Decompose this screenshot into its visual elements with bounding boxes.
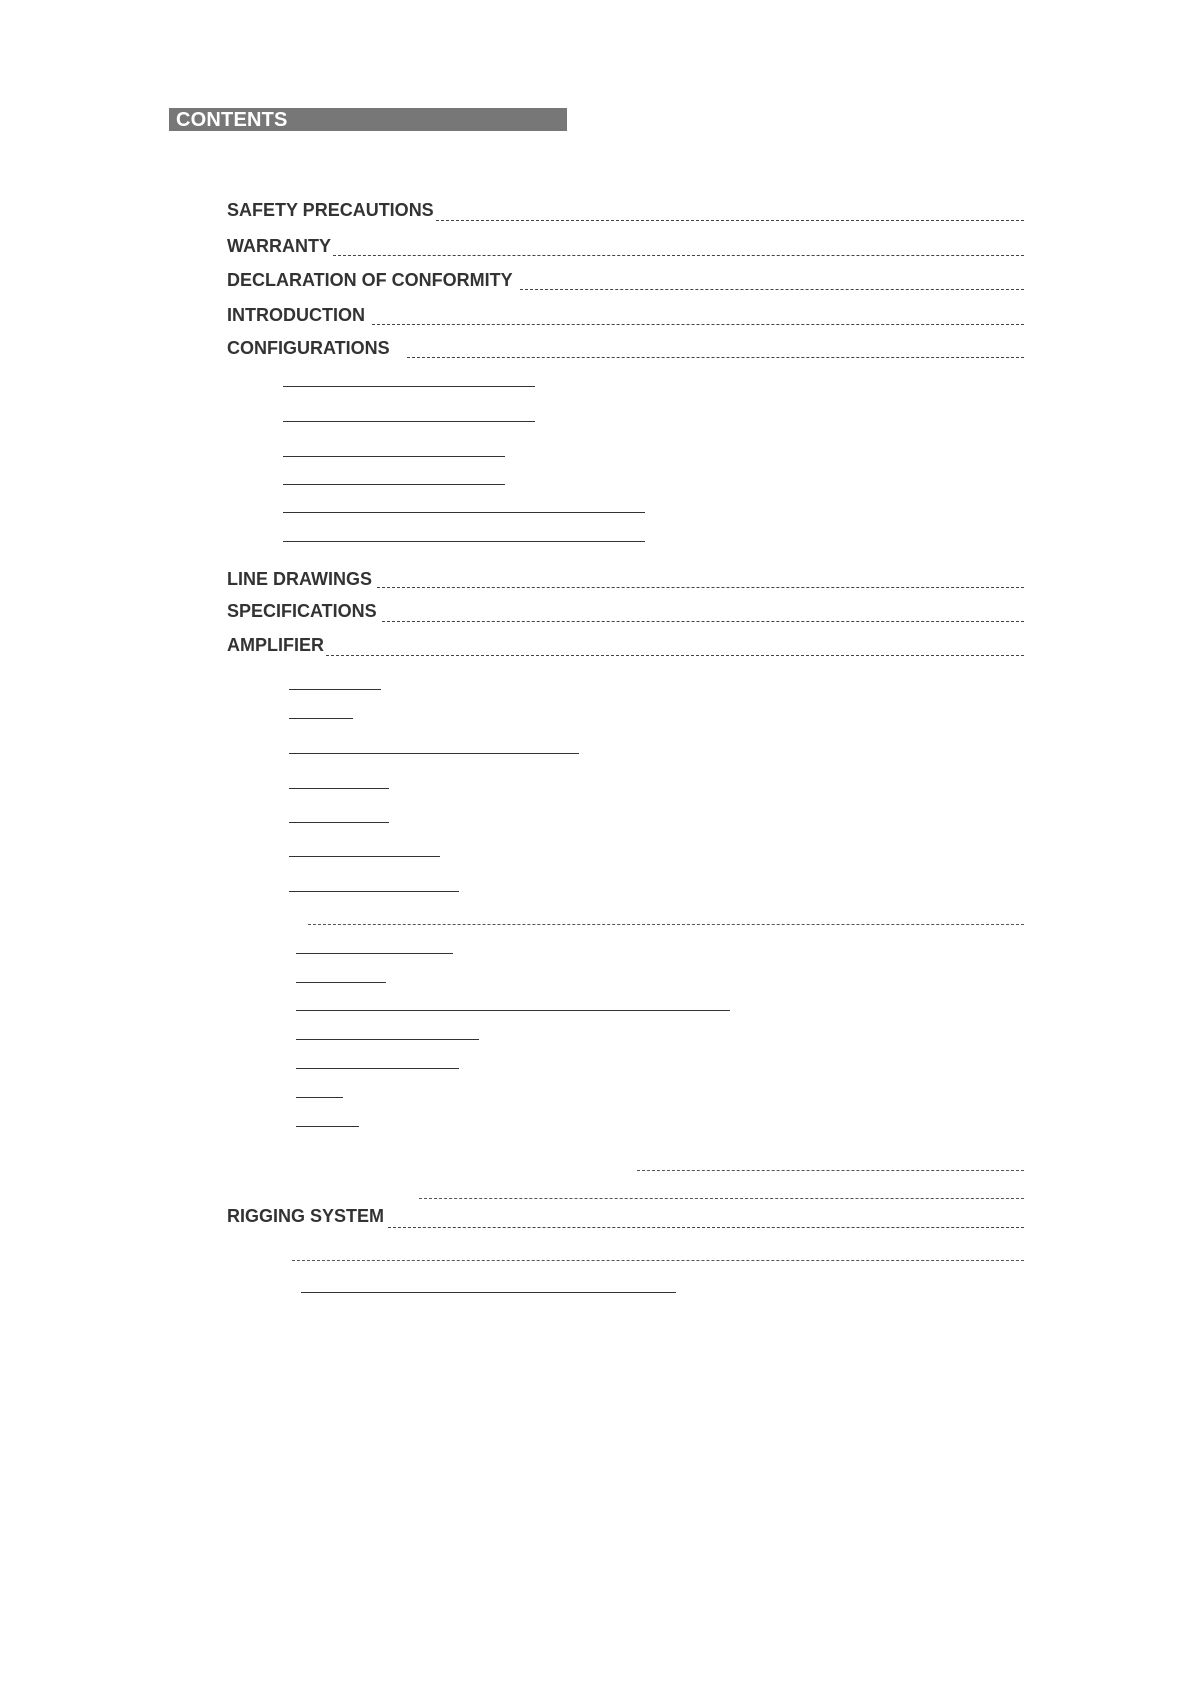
sub-entry-rule [289, 788, 389, 789]
toc-leader [377, 587, 1024, 588]
toc-entry-declaration-of-conformity[interactable]: DECLARATION OF CONFORMITY [227, 270, 513, 290]
toc-entry-safety-precautions[interactable]: SAFETY PRECAUTIONS [227, 200, 434, 220]
sub-entry-rule [283, 386, 535, 387]
sub-entry-rule [296, 1010, 730, 1011]
sub-entry-rule [289, 822, 389, 823]
sub-leader [419, 1198, 1024, 1199]
toc-entry-specifications[interactable]: SPECIFICATIONS [227, 601, 377, 621]
toc-entry-rigging-system[interactable]: RIGGING SYSTEM [227, 1206, 385, 1226]
sub-entry-rule [289, 856, 440, 857]
sub-entry-rule [283, 421, 535, 422]
toc-entry-amplifier[interactable]: AMPLIFIER [227, 635, 324, 655]
sub-entry-rule [296, 1068, 459, 1069]
sub-leader [637, 1170, 1024, 1171]
sub-entry-rule [283, 456, 505, 457]
toc-leader [388, 1227, 1024, 1228]
sub-leader [292, 1260, 1024, 1261]
sub-entry-rule [296, 953, 453, 954]
toc-leader [333, 255, 1024, 256]
contents-title: CONTENTS [176, 109, 288, 131]
sub-entry-rule [289, 753, 579, 754]
toc-leader [436, 220, 1024, 221]
sub-entry-rule [289, 689, 381, 690]
sub-entry-rule [301, 1292, 676, 1293]
toc-entry-introduction[interactable]: INTRODUCTION [227, 305, 365, 325]
toc-leader [382, 621, 1024, 622]
sub-entry-rule [296, 1126, 359, 1127]
sub-entry-rule [296, 982, 386, 983]
sub-entry-rule [289, 718, 353, 719]
sub-entry-rule [296, 1039, 479, 1040]
toc-leader [407, 357, 1024, 358]
toc-leader [372, 324, 1024, 325]
toc-leader [520, 289, 1024, 290]
sub-entry-rule [283, 541, 645, 542]
contents-header [169, 108, 567, 131]
sub-entry-rule [296, 1097, 343, 1098]
sub-entry-rule [289, 891, 459, 892]
sub-entry-rule [283, 484, 505, 485]
sub-entry-rule [283, 512, 645, 513]
toc-leader [326, 655, 1024, 656]
toc-entry-line-drawings[interactable]: LINE DRAWINGS [227, 569, 373, 589]
sub-leader [308, 924, 1024, 925]
toc-entry-configurations[interactable]: CONFIGURATIONS [227, 338, 390, 358]
toc-entry-warranty[interactable]: WARRANTY [227, 236, 331, 256]
